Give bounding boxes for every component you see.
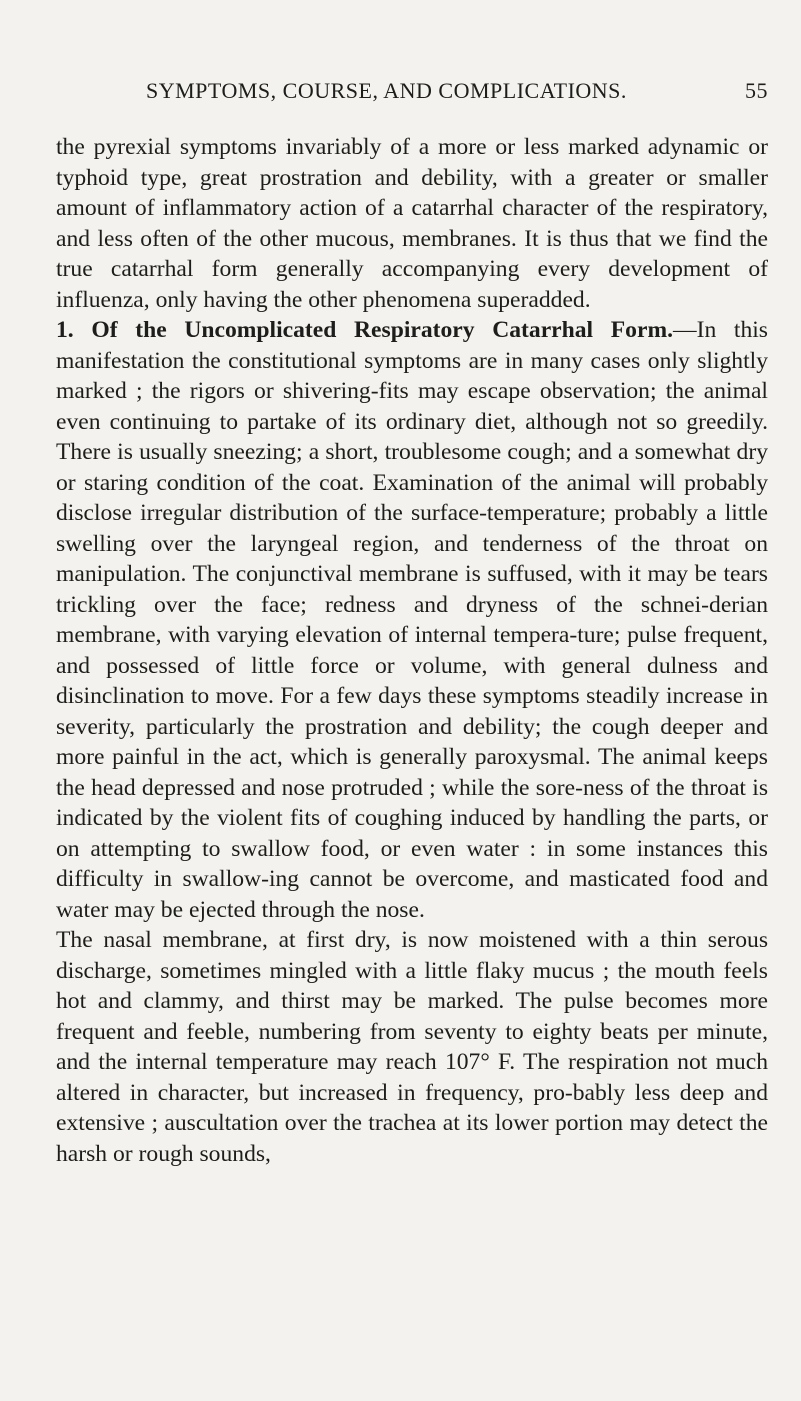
section-body: —In this manifestation the constitutional symptoms are in many cases only slightly marked ; the rigors or shivering-fits may escape observation; the animal even continuing to partake of its ordinary diet, although not so greedily. There is usually sneezing; a short, troublesome cough; and a somewhat dry or staring condition of the coat. Examination of the animal will probably disclose irregular distribution of the surface-temperature; probably a little swelling over the laryngeal region, and tenderness of the throat on manipulation. The conjunctival membrane is suffused, with it may be tears trickling over the face; redness and dryness of the schnei-derian membrane, with varying elevation of internal tempera-ture; pulse frequent, and possessed of little force or volume, with general dulness and disinclination to move. For a few days these symptoms steadily increase in severity, particularly the prostration and debility; the cough deeper and more painful in the act, which is generally paroxysmal. The animal keeps the head depressed and nose protruded ; while the sore-ness of the throat is indicated by the violent fits of coughing induced by handling the parts, or on attempting to swallow food, or even water : in some instances this difficulty in swallow-ing cannot be overcome, and masticated food and water may be ejected through the nose. <box>56 317 768 923</box>
paragraph-section-1 <box>56 315 768 925</box>
running-head <box>56 78 768 108</box>
page-number: 55 <box>745 78 768 103</box>
paragraph-nasal-membrane: The nasal membrane, at first dry, is now moistened with a thin serous discharge, sometimes mingled with a little flaky mucus ; the mouth feels hot and clammy, and thirst may be marked. The pulse becomes more frequent and feeble, numbering from seventy to eighty beats per minute, and the internal temperature may reach 107° F. The respiration not much altered in character, but increased in frequency, pro-bably less deep and extensive ; auscultation over the trachea at its lower portion may detect the harsh or rough sounds, <box>56 927 768 1167</box>
section-heading <box>56 317 673 343</box>
running-title: SYMPTOMS, COURSE, AND COMPLICATIONS. <box>146 78 627 103</box>
body-text <box>56 132 768 1169</box>
section-title: Of the Uncomplicated Respiratory Catarrhal Form. <box>91 317 673 343</box>
section-number: 1. <box>56 317 74 343</box>
paragraph-intro: the pyrexial symptoms invariably of a more or less marked adynamic or typhoid type, great prostration and debility, with a greater or smaller amount of inflammatory action of a catarrhal character of the respiratory, and less often of the other mucous, membranes. It is thus that we find the true catarrhal form generally accompanying every development of influenza, only having the other phenomena superadded. <box>56 134 768 313</box>
